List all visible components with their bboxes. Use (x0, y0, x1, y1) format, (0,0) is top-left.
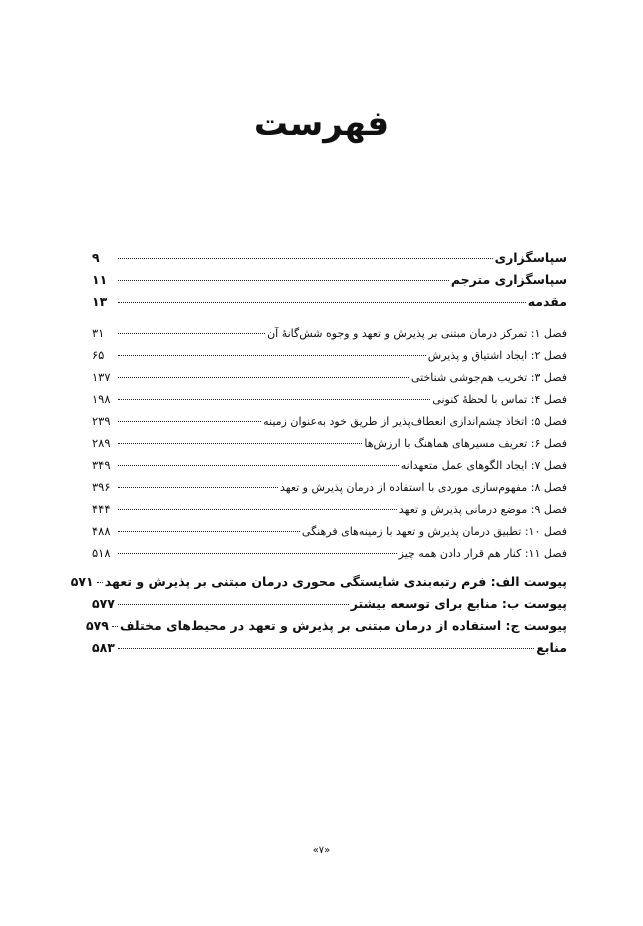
toc-entry-label: فصل ۱: تمرکز درمان مبتنی بر پذیرش و تعهد و وجوه شش‌گانهٔ آن (267, 327, 567, 340)
toc-entry-chapter-6[interactable] (92, 436, 567, 458)
toc-entry-label: پیوست ج: استفاده از درمان مبتنی بر پذیرش و تعهد در محیط‌های مختلف (119, 618, 567, 633)
toc-entry-label: فصل ۴: تماس با لحظهٔ کنونی (432, 393, 567, 406)
toc-entry-chapter-4[interactable] (92, 392, 567, 414)
toc-entry-label: فصل ۵: اتخاذ چشم‌اندازی انعطاف‌پذیر از طریق خود به‌عنوان زمینه (263, 415, 567, 428)
dot-leader (118, 377, 409, 378)
toc-entry-page: ۵۷۷ (92, 596, 115, 611)
toc-entry-page: ۲۸۹ (92, 436, 111, 450)
toc-entry-page: ۱۳ (92, 294, 108, 309)
toc-entry-chapter-8[interactable] (92, 480, 567, 502)
dot-leader (118, 302, 526, 303)
dot-leader (118, 443, 362, 444)
toc-entry-label: فصل ۲: ایجاد اشتیاق و پذیرش (427, 349, 567, 362)
toc-entry-label: فصل ۶: تعریف مسیرهای هماهنگ با ارزش‌ها (364, 437, 567, 450)
dot-leader (118, 421, 261, 422)
toc-entry-page: ۵۸۳ (92, 640, 115, 655)
toc-entry-label: مقدمه (527, 294, 567, 309)
toc-entry-references[interactable] (92, 640, 567, 662)
dot-leader (118, 280, 449, 281)
dot-leader (118, 355, 426, 356)
dot-leader (118, 465, 399, 466)
toc-entry-chapter-9[interactable] (92, 502, 567, 524)
dot-leader (118, 487, 278, 488)
toc-entry-page: ۱۹۸ (92, 392, 111, 406)
toc-entry-page: ۱۳۷ (92, 370, 111, 384)
table-of-contents (70, 250, 567, 662)
page-title: فهرست (253, 104, 390, 144)
toc-entry-chapter-10[interactable] (92, 524, 567, 546)
toc-entry-label: پیوست الف: فرم رتبه‌بندی شایستگی محوری درمان مبتنی بر پذیرش و تعهد (104, 574, 567, 589)
toc-entry-page: ۴۸۸ (92, 524, 111, 538)
toc-entry-translator-acknowledgments[interactable] (92, 272, 567, 294)
toc-entry-chapter-5[interactable] (92, 414, 567, 436)
toc-entry-page: ۳۹۶ (92, 480, 111, 494)
dot-leader (118, 553, 397, 554)
dot-leader (118, 531, 300, 532)
toc-entry-page: ۳۱ (92, 326, 105, 340)
dot-leader (118, 333, 265, 334)
dot-leader (118, 509, 397, 510)
toc-entry-label: سپاسگزاری مترجم (450, 272, 567, 287)
toc-entry-chapter-3[interactable] (92, 370, 567, 392)
toc-entry-introduction[interactable] (92, 294, 567, 316)
toc-entry-appendix-c[interactable] (85, 618, 567, 640)
toc-entry-chapter-7[interactable] (92, 458, 567, 480)
toc-entry-label: پیوست ب: منابع برای توسعه بیشتر (350, 596, 567, 611)
section-spacer (92, 316, 567, 326)
dot-leader (118, 604, 349, 605)
toc-entry-chapter-2[interactable] (92, 348, 567, 370)
toc-entry-label: فصل ۱۱: کنار هم قرار دادن همه چیز (398, 547, 567, 560)
toc-entry-page: ۵۷۹ (85, 618, 109, 633)
toc-entry-label: منابع (536, 640, 567, 655)
toc-entry-label: فصل ۳: تخریب هم‌جوشی شناختی (410, 371, 567, 384)
toc-entry-label: فصل ۹: موضع درمانی پذیرش و تعهد (398, 503, 567, 516)
toc-entry-label: فصل ۸: مفهوم‌سازی موردی با استفاده از درمان پذیرش و تعهد (279, 481, 567, 494)
toc-entry-appendix-b[interactable] (92, 596, 567, 618)
dot-leader (112, 626, 118, 627)
dot-leader (118, 399, 430, 400)
toc-entry-acknowledgments[interactable] (92, 250, 567, 272)
toc-entry-page: ۲۳۹ (92, 414, 111, 428)
toc-entry-page: ۳۴۹ (92, 458, 111, 472)
dot-leader (118, 648, 534, 649)
toc-entry-appendix-a[interactable] (70, 574, 567, 596)
page-number: «۷» (312, 845, 331, 856)
toc-entry-page: ۱۱ (92, 272, 108, 287)
toc-entry-page: ۹ (92, 250, 100, 265)
toc-entry-chapter-1[interactable] (92, 326, 567, 348)
toc-entry-chapter-11[interactable] (92, 546, 567, 568)
toc-entry-page: ۵۱۸ (92, 546, 111, 560)
toc-entry-page: ۴۴۴ (92, 502, 111, 516)
toc-entry-label: سپاسگزاری (494, 250, 567, 265)
toc-entry-page: ۶۵ (92, 348, 105, 362)
toc-entry-label: فصل ۱۰: تطبیق درمان پذیرش و تعهد با زمینه‌های فرهنگی (301, 525, 567, 538)
toc-entry-page: ۵۷۱ (70, 574, 94, 589)
toc-entry-label: فصل ۷: ایجاد الگوهای عمل متعهدانه (400, 459, 567, 472)
dot-leader (97, 582, 103, 583)
dot-leader (118, 258, 493, 259)
